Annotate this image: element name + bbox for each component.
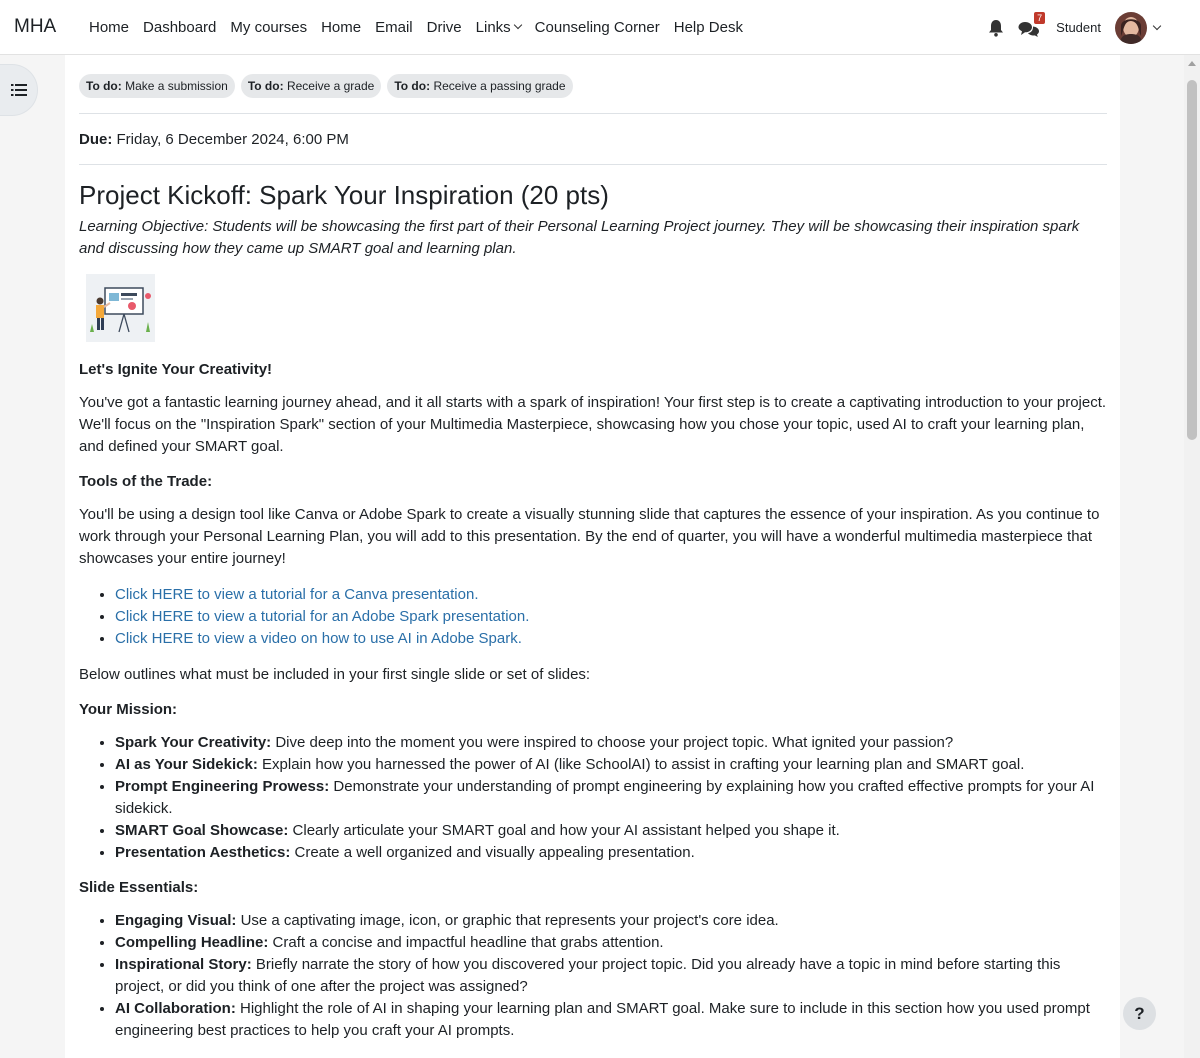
- item-desc: Use a captivating image, icon, or graphic that represents your project's core idea.: [240, 912, 779, 929]
- mission-list: [79, 732, 1107, 864]
- item-desc: Explain how you harnessed the power of AI (like SchoolAI) to assist in crafting your learning plan and SMART goal.: [262, 756, 1025, 773]
- item-term: SMART Goal Showcase:: [115, 822, 289, 839]
- learning-objective: Learning Objective: Students will be showcasing the first part of their Personal Learning Project journey. They will be showcasing their inspiration spark and discussing how they came up SMART goal and learning plan.: [79, 218, 1080, 257]
- nav-help-desk[interactable]: Help Desk: [673, 18, 743, 36]
- avatar[interactable]: [1115, 12, 1147, 44]
- item-desc: Clearly articulate your SMART goal and how your AI assistant helped you shape it.: [292, 822, 840, 839]
- item-term: Engaging Visual:: [115, 912, 237, 929]
- list-item: [115, 776, 1107, 820]
- item-desc: Craft a concise and impactful headline that grabs attention.: [272, 934, 664, 951]
- item-term: Presentation Aesthetics:: [115, 844, 291, 861]
- tools-heading: Tools of the Trade:: [79, 473, 213, 490]
- list-item: [115, 932, 1107, 954]
- message-count-badge: 7: [1034, 12, 1045, 24]
- top-navbar: [0, 0, 1200, 55]
- scroll-thumb[interactable]: [1187, 80, 1197, 440]
- mission-heading: Your Mission:: [79, 701, 178, 718]
- list-item: [115, 842, 1107, 864]
- item-term: Compelling Headline:: [115, 934, 269, 951]
- list-item: [115, 606, 1107, 628]
- list-icon: [11, 83, 27, 97]
- item-desc: Dive deep into the moment you were inspired to choose your project topic. What ignited your passion?: [275, 734, 954, 751]
- item-desc: Create a well organized and visually appealing presentation.: [294, 844, 695, 861]
- todo-badge: [241, 74, 382, 98]
- divider: [79, 113, 1107, 114]
- list-item: [115, 584, 1107, 606]
- item-term: AI Collaboration:: [115, 1000, 236, 1017]
- nav-home-2[interactable]: Home: [321, 18, 362, 36]
- item-desc: Briefly narrate the story of how you discovered your project topic. Did you already have a topic in mind before starting this project, or did you think of one after the project was assigned?: [115, 956, 1061, 995]
- user-name[interactable]: Student: [1056, 20, 1101, 35]
- nav-my-courses[interactable]: My courses: [230, 18, 308, 36]
- todo-text: Make a submission: [125, 79, 228, 93]
- list-item: [115, 820, 1107, 842]
- nav-links-dropdown[interactable]: [469, 19, 528, 36]
- messages-icon[interactable]: [1018, 12, 1043, 38]
- todo-text: Receive a passing grade: [433, 79, 566, 93]
- nav-counseling-corner[interactable]: Counseling Corner: [534, 18, 660, 36]
- list-item: [115, 732, 1107, 754]
- completion-requirements: [79, 74, 1107, 98]
- essentials-heading: Slide Essentials:: [79, 879, 199, 896]
- todo-badge: [387, 74, 572, 98]
- site-brand[interactable]: MHA: [14, 16, 57, 37]
- scroll-up-arrow[interactable]: [1188, 61, 1196, 66]
- course-index-toggle[interactable]: [0, 64, 38, 116]
- adobe-spark-ai-video-link[interactable]: Click HERE to view a video on how to use AI in Adobe Spark.: [115, 630, 522, 647]
- bell-icon[interactable]: [988, 19, 1004, 37]
- nav-links-label: Links: [475, 18, 511, 36]
- intro-paragraph: You've got a fantastic learning journey ahead, and it all starts with a spark of inspiration! Your first step is to create a captivating introduction to your project. We'll focus on the "Inspiration Spark" section of your Multimedia Masterpiece, showcasing how you chose your topic, used AI to craft your learning plan, and defined your SMART goal.: [79, 394, 1107, 455]
- chevron-down-icon[interactable]: [1153, 21, 1161, 29]
- essentials-list: [79, 910, 1107, 1042]
- todo-prefix: To do:: [86, 79, 122, 93]
- chevron-down-icon: [513, 21, 521, 29]
- nav-dashboard[interactable]: Dashboard: [143, 18, 217, 36]
- divider: [79, 164, 1107, 165]
- due-date: [79, 131, 1107, 148]
- primary-navigation: [82, 19, 750, 36]
- item-term: Inspirational Story:: [115, 956, 252, 973]
- nav-home[interactable]: Home: [89, 18, 130, 36]
- outline-paragraph: Below outlines what must be included in your first single slide or set of slides:: [79, 666, 591, 683]
- todo-badge: [79, 74, 235, 98]
- item-term: Prompt Engineering Prowess:: [115, 778, 330, 795]
- list-item: [115, 954, 1107, 998]
- canva-tutorial-link[interactable]: Click HERE to view a tutorial for a Canva presentation.: [115, 586, 479, 603]
- list-item: [115, 754, 1107, 776]
- page-title: Project Kickoff: Spark Your Inspiration (20 pts): [79, 180, 609, 210]
- assignment-content: [65, 55, 1120, 1058]
- todo-prefix: To do:: [247, 79, 284, 93]
- item-desc: Demonstrate your understanding of prompt engineering by explaining how you crafted effective prompts for your AI sidekick.: [115, 778, 1095, 817]
- help-button[interactable]: ?: [1123, 997, 1156, 1030]
- item-desc: Highlight the role of AI in shaping your learning plan and SMART goal. Make sure to include in this section how you used prompt engineering best practices to help you craft your AI prompts.: [115, 1000, 1090, 1039]
- due-label: Due:: [79, 131, 113, 148]
- list-item: [115, 998, 1107, 1042]
- due-value: Friday, 6 December 2024, 6:00 PM: [116, 131, 349, 148]
- todo-prefix: To do:: [394, 79, 431, 93]
- item-term: Spark Your Creativity:: [115, 734, 272, 751]
- nav-drive[interactable]: Drive: [426, 18, 462, 36]
- list-item: [115, 628, 1107, 650]
- page-scrollbar[interactable]: [1184, 55, 1200, 1058]
- presentation-illustration: [86, 274, 155, 342]
- list-item: [115, 910, 1107, 932]
- user-menu-area: [988, 0, 1160, 55]
- item-term: AI as Your Sidekick:: [115, 756, 258, 773]
- ignite-heading: Let's Ignite Your Creativity!: [79, 361, 273, 378]
- nav-email[interactable]: Email: [375, 18, 413, 36]
- adobe-spark-tutorial-link[interactable]: Click HERE to view a tutorial for an Adobe Spark presentation.: [115, 608, 530, 625]
- todo-text: Receive a grade: [286, 79, 375, 93]
- tutorial-links: [79, 584, 1107, 650]
- tools-paragraph: You'll be using a design tool like Canva or Adobe Spark to create a visually stunning slide that captures the essence of your inspiration. As you continue to work through your Personal Learning Plan, you will add to this presentation. By the end of quarter, you will have a wonderful multimedia masterpiece that showcases your entire journey!: [79, 506, 1100, 567]
